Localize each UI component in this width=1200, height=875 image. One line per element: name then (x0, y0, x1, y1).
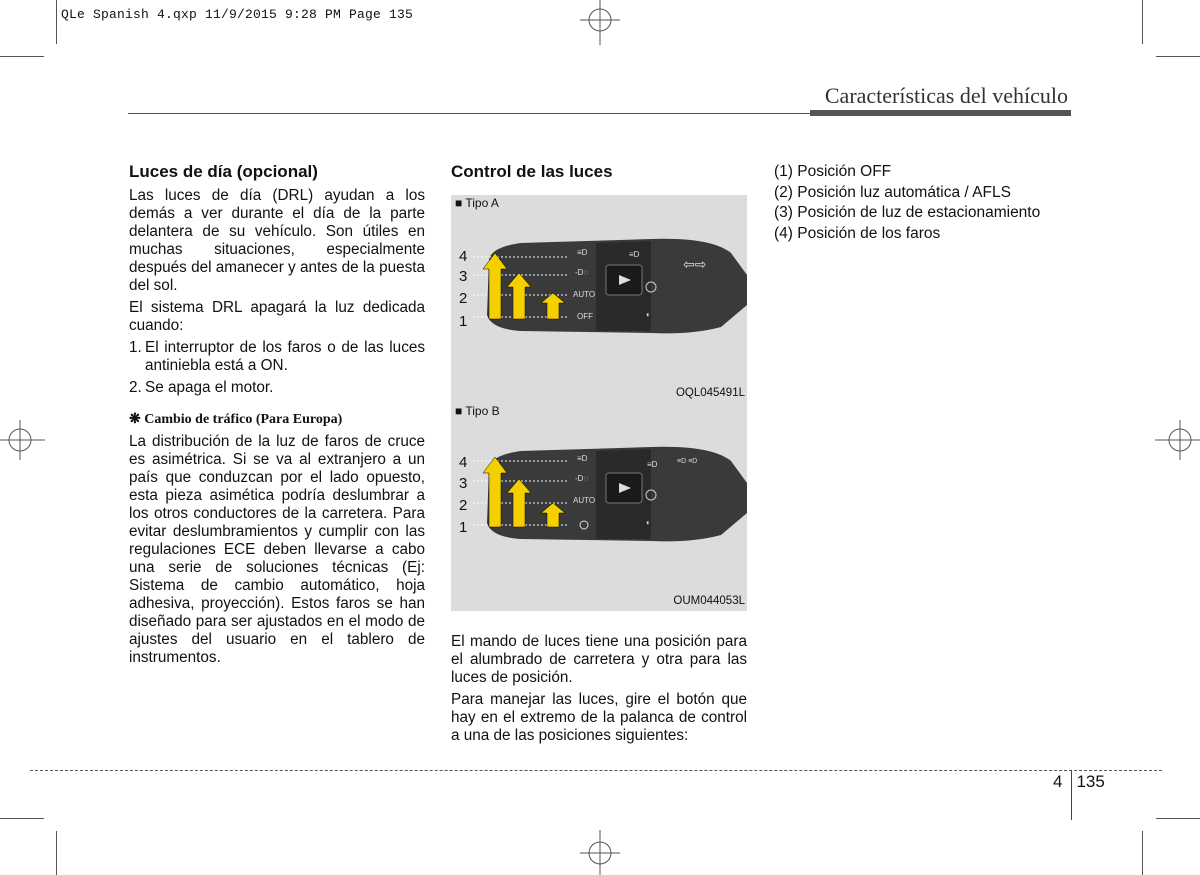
traffic-change-text: La distribución de la luz de faros de cruce es asimétrica. Si se va al extranjero a un país que conduzcan por el lado opuesto, esta pieza asimética podría deslumbrar a los otros conductores de la carretera. Para evitar deslumbramientos y cumplir con las regulaciones ECE deben llevarse a cabo una serie de soluciones técnicas (Ej: Sistema de cambio automático, hoja adhesiva, proyección). Estos faros se han diseñado para ser ajustados en el modo de ajustes del usuario en el tablero de instrumentos. (129, 433, 425, 666)
position-number: 1 (459, 313, 468, 330)
list-item-text: El interruptor de los faros o de las luces antiniebla está a ON. (145, 339, 425, 374)
position-number: 2 (459, 290, 468, 307)
list-item (129, 339, 425, 375)
registration-mark-bottom (575, 830, 625, 875)
crop-mark (1142, 831, 1143, 875)
drl-condition-intro: El sistema DRL apagará la luz dedicada cuando: (129, 299, 425, 334)
header-rule-accent (810, 110, 1071, 116)
crop-mark (1142, 0, 1143, 44)
list-item (129, 379, 425, 397)
svg-text:⇦⇨: ⇦⇨ (683, 256, 707, 272)
position-number: 2 (459, 497, 468, 514)
crop-mark (56, 0, 57, 44)
light-control-paragraph: El mando de luces tiene una posición para el alumbrado de carretera y otra para las luces de posición. (451, 633, 747, 686)
position-number: 3 (459, 475, 468, 492)
list-item: (3) Posición de luz de estacionamiento (774, 204, 1041, 221)
crop-mark (1156, 818, 1200, 819)
figure-type-a (451, 195, 747, 403)
registration-mark-left (0, 415, 45, 465)
drl-heading: Luces de día (opcional) (129, 162, 318, 181)
page-number-separator (1071, 770, 1072, 820)
page-number-value: 135 (1076, 772, 1105, 791)
section-title: Características del vehículo (824, 83, 1068, 108)
page-number (1053, 772, 1105, 792)
list-item-number: 2. (129, 379, 142, 396)
positions-list (774, 162, 1040, 244)
light-control-instructions: Para manejar las luces, gire el botón que hay en el extremo de la palanca de control a una de las posiciones siguientes: (451, 691, 747, 744)
middle-column-text (451, 633, 747, 749)
figure-label: ■ Tipo B (455, 404, 500, 418)
light-switch-illustration (451, 235, 747, 345)
list-item-text: Se apaga el motor. (145, 379, 274, 396)
crop-mark (0, 56, 44, 57)
list-item-number: 1. (129, 339, 142, 356)
auto-label: AUTO (573, 496, 596, 505)
left-column-text (129, 187, 425, 671)
list-item: (2) Posición luz automática / AFLS (774, 183, 1011, 201)
figure-label: ■ Tipo A (455, 196, 499, 210)
svg-text:≡D: ≡D (629, 250, 640, 259)
crop-mark (1156, 56, 1200, 57)
figure-code: OQL045491L (675, 387, 745, 399)
position-number: 3 (459, 268, 468, 285)
figure-type-b (451, 403, 747, 611)
drl-paragraph: Las luces de día (DRL) ayudan a los demás a ver durante el día de la parte delantera de su vehículo. Son útiles en muchas situaciones, especialmente después del amanecer y antes de la puesta del sol. (129, 187, 425, 294)
crop-mark (0, 818, 44, 819)
svg-text:◐: ◐ (646, 310, 651, 319)
print-slug: QLe Spanish 4.qxp 11/9/2015 9:28 PM Page 135 (61, 7, 414, 22)
svg-text:≡D: ≡D (577, 454, 588, 463)
position-number: 4 (459, 454, 468, 471)
auto-label: AUTO (573, 290, 596, 299)
footer-rule (30, 770, 1162, 771)
svg-text:≡D ≡D: ≡D ≡D (677, 458, 698, 465)
off-label: OFF (577, 312, 593, 321)
position-number: 4 (459, 248, 468, 265)
svg-text:≡D: ≡D (577, 248, 588, 257)
light-control-heading: Control de las luces (451, 162, 613, 181)
registration-mark-right (1155, 415, 1200, 465)
svg-text:≡D: ≡D (647, 460, 658, 469)
svg-text:-D◌: -D◌ (575, 268, 589, 277)
figure-code: OUM044053L (673, 595, 745, 607)
list-item: (1) Posición OFF (774, 163, 892, 180)
light-switch-illustration (451, 443, 747, 553)
list-item: (4) Posición de los faros (774, 224, 941, 242)
svg-text:◐: ◐ (646, 518, 651, 527)
registration-mark-top (575, 0, 625, 45)
traffic-change-heading: ❋ Cambio de tráfico (Para Europa) (129, 412, 343, 427)
crop-mark (56, 831, 57, 875)
svg-text:-D◌: -D◌ (575, 474, 589, 483)
position-number: 1 (459, 519, 468, 536)
chapter-number: 4 (1053, 772, 1063, 791)
